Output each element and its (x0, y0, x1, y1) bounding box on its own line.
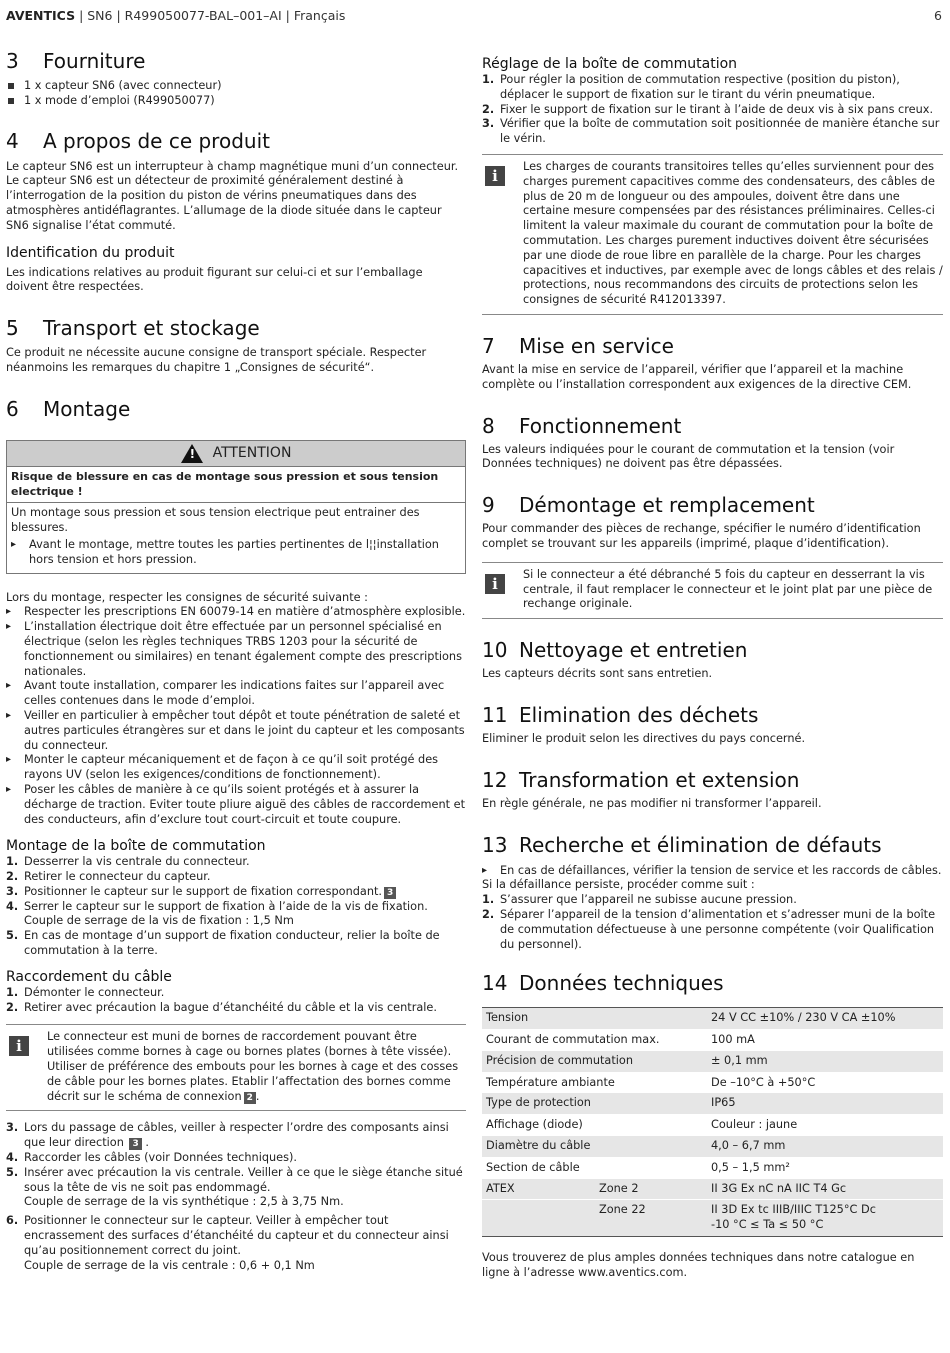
warning-header (7, 441, 465, 467)
product-id-heading: Identification du produit (6, 244, 175, 261)
warning-box (6, 440, 466, 574)
table-row: Section de câble 0,5 – 1,5 mm² (486, 1160, 790, 1174)
section-7-text: Avant la mise en service de l’appareil, vérifier que l’appareil et la machine complète ou l’installation correspondent aux exigences de la directive CEM. (482, 362, 912, 391)
section-11-heading: 11 Elimination des déchets (482, 702, 759, 727)
warning-label: ATTENTION (212, 444, 292, 461)
list-item: 3. Lors du passage de câbles, veiller à respecter l’ordre des composants ainsi que leur direction 3 . (6, 1121, 449, 1150)
table-row: Diamètre du câble 4,0 – 6,7 mm (482, 1136, 943, 1157)
cable-steps-b (6, 1121, 466, 1273)
list-item: 2. Séparer l’appareil de la tension d’alimentation et s’adresser muni de la boîte de commutation défectueuse à une personne compétente (voir Qualification du personnel). (482, 907, 936, 951)
table-row: Type de protection IP65 (482, 1093, 943, 1114)
list-item: 1. Desserrer la vis centrale du connecteur. (6, 855, 250, 869)
montage-intro: Lors du montage, respecter les consignes de sécurité suivante : (6, 590, 368, 604)
section-10-text: Les capteurs décrits sont sans entretien. (482, 667, 713, 681)
cable-connection-heading: Raccordement du câble (6, 968, 172, 985)
warning-icon (181, 444, 203, 463)
section-12-heading: 12 Transformation et extension (482, 767, 800, 792)
warning-risk: Risque de blessure en cas de montage sous pression et sous tension electrique ! (7, 467, 465, 504)
brand-name: AVENTICS (6, 7, 76, 23)
cable-info-text: Le connecteur est muni de bornes de raccordement pouvant être utilisées comme bornes à cage ou bornes plates (bornes à tête vissée). Utiliser de préférence des embouts pour les bornes à cage et des cosses de câble pour les bornes plates. Etablir l’affectation des bornes comme décrit sur le schéma de connexion (47, 1030, 459, 1103)
product-id-text: Les indications relatives au produit figurant sur celui-ci et sur l’emballage doivent être respectées. (6, 265, 423, 294)
page-number: 6 (934, 7, 942, 23)
section-13-heading: 13 Recherche et élimination de défauts (482, 832, 882, 857)
list-item: 2. Fixer le support de fixation sur le tirant à l’aide de deux vis à six pans creux. (482, 102, 934, 116)
list-item: ▸ Veiller en particulier à empêcher tout dépôt et toute pénétration de saleté et autres particules étrangères sur et dans le joint du capteur et les composants du connecteur. (6, 709, 466, 753)
list-item: 5. Insérer avec précaution la vis centrale. Veiller à ce que le siège étanche situé sous la tête de vis ne soit pas endommagé. Couple de serrage de la vis synthétique : 2,5 à 3,75 Nm. (6, 1165, 463, 1209)
safety-rules-list (6, 605, 466, 827)
table-row: Tension 24 V CC ±10% / 230 V CA ±10% (482, 1008, 943, 1030)
info-icon: i (485, 166, 505, 186)
cable-steps-a (6, 986, 466, 1016)
adjust-steps (482, 73, 943, 147)
info-icon: i (9, 1036, 29, 1056)
list-item: ▸ L’installation électrique doit être effectuée par un personnel spécialisé en électrique (selon les règles techniques TRBS 1203 pour la sécurité de fonctionnement ou similaires) en tenant également compte des prescriptions nationales. (6, 620, 466, 679)
table-row: Zone 22 II 3D Ex tc IIIB/IIIC T125°C Dc -10 °C ≤ Ta ≤ 50 °C (482, 1200, 943, 1237)
list-item: 5. En cas de montage d’un support de fixation conducteur, relier la boîte de commutation à la terre. (6, 929, 440, 958)
load-info-box (482, 154, 943, 315)
warning-action: ▸ Avant le montage, mettre toutes les parties pertinentes de l¦¦installation hors tension et hors pression. (11, 538, 461, 568)
cable-info-box: i Le connecteur est muni de bornes de raccordement pouvant être utilisées comme bornes à cage ou bornes plates (bornes à tête vissée). Utiliser de préférence des embouts pour les bornes à cage et des cosses de câble pour les bornes plates. Etablir l’affectation des bornes comme décrit sur le schéma de connexion 2 . (6, 1024, 466, 1111)
list-item: 1 x capteur SN6 (avec connecteur) (6, 79, 466, 94)
section-4-text: Le capteur SN6 est un interrupteur à champ magnétique muni d’un connecteur. Le capteur SN6 est un détecteur de proximité généralement destiné à l’interrogation de la position du piston de vérins pneumatiques dans des atmosphères antidéflagrantes. L’allumage de la diode située dans le capteur SN6 signalise l’état commuté. (6, 159, 459, 232)
tech-data-table (482, 1007, 943, 1237)
list-item: 4. Serrer le capteur sur le support de fixation à l’aide de la vis de fixation. Couple de serrage de la vis de fixation : 1,5 Nm (6, 899, 428, 928)
section-5-text: Ce produit ne nécessite aucune consigne de transport spéciale. Respecter néanmoins les remarques du chapitre 1 „Consignes de sécurité“. (6, 346, 427, 374)
list-item: 1. S’assurer que l’appareil ne subisse aucune pression. (482, 893, 797, 907)
left-column (6, 48, 466, 1273)
doc-reference: | SN6 | R499050077-BAL–001–AI | Français (75, 7, 346, 23)
section-8-text: Les valeurs indiquées pour le courant de commutation et la tension (voir Données techniques) ne doivent pas être dépassées. (482, 442, 895, 471)
switch-box-mount-heading: Montage de la boîte de commutation (6, 838, 266, 855)
figure-ref-badge: 3 (384, 887, 396, 899)
table-row: ATEX Zone 2 II 3G Ex nC nA IIC T4 Gc (482, 1179, 943, 1200)
connector-info-text: Si le connecteur a été débranché 5 fois du capteur en desserrant la vis centrale, il faut remplacer le connecteur et le joint plat par une pièce de rechange originale. (523, 567, 933, 611)
figure-ref-badge: 3 (129, 1138, 141, 1150)
delivery-list (6, 79, 466, 109)
list-item: 1. Pour régler la position de commutation respective (position du piston), déplacer le support de fixation sur le tirant du vérin pneumatique. (482, 73, 900, 101)
list-item: 1 x mode d’emploi (R499050077) (6, 94, 466, 109)
table-row: Courant de commutation max. 100 mA (486, 1033, 755, 1047)
page-header (6, 6, 942, 26)
troubleshoot-bullet: ▸ En cas de défaillances, vérifier la tension de service et les raccords de câbles. (482, 864, 943, 879)
info-icon: i (485, 574, 505, 594)
table-row: Affichage (diode) Couleur : jaune (486, 1118, 798, 1132)
warning-text: Un montage sous pression et sous tension electrique peut entrainer des blessures. (11, 506, 420, 535)
section-3-heading: 3 Fourniture (6, 49, 146, 73)
list-item: ▸ Monter le capteur mécaniquement et de façon à ce qu’il soit protégé des rayons UV (selon les exigences/conditions de fonctionnement). (6, 753, 466, 783)
section-9-heading: 9 Démontage et remplacement (482, 493, 815, 518)
load-info-text: Les charges de courants transitoires telles qu’elles surviennent pour des charges purement capacitives comme des condensateurs, des câbles de plus de 20 m de longueur ou des ampoules, doivent être dans une certaine mesure compensées par des résistances préliminaires. Celles-ci limitent la valeur maximale du courant de commutation pour la boîte de commutation. Les charges purement inductives doivent être sécurisées par une diode de roue libre en parallèle de la charge. Pour les charges capacitives et inductives, par exemple avec de longs câbles et des relais / protections, nous recommandons des circuits de protections selon les consignes de sécurité R412013397. (523, 159, 943, 307)
section-9-text: Pour commander des pièces de rechange, spécifier le numéro d’identification complet se trouvant sur les appareils (imprimé, plaque d’identification). (482, 522, 921, 550)
troubleshoot-steps (482, 893, 943, 952)
section-11-text: Eliminer le produit selon les directives du pays concerné. (482, 731, 806, 745)
switch-box-steps (6, 855, 466, 959)
list-item: 6. Positionner le connecteur sur le capteur. Veiller à empêcher tout encrassement des surfaces d’étanchéité du capteur et du connecteur ainsi qu’au positionnement correct du joint. Couple de serrage de la vis centrale : 0,6 + 0,1 Nm (6, 1214, 449, 1272)
table-row: Précision de commutation ± 0,1 mm (482, 1051, 943, 1072)
switch-box-adjust-heading: Réglage de la boîte de commutation (482, 56, 738, 72)
list-item: ▸ Poser les câbles de manière à ce qu’ils soient protégés et à assurer la décharge de traction. Eviter toute pliure aiguë des câbles de raccordement et des conducteurs, afin d’exclure tout court-circuit et toute coupure. (6, 783, 466, 827)
section-6-heading: 6 Montage (6, 396, 131, 421)
connector-info-box (482, 562, 943, 619)
section-14-heading: 14 Données techniques (482, 971, 724, 996)
section-12-text: En règle générale, ne pas modifier ni transformer l’appareil. (482, 796, 822, 810)
section-5-heading: 5 Transport et stockage (6, 316, 260, 341)
section-10-heading: 10 Nettoyage et entretien (482, 638, 748, 663)
list-item: 2. Retirer le connecteur du capteur. (6, 870, 211, 884)
list-item: ▸ Respecter les prescriptions EN 60079-14 en matière d’atmosphère explosible. (6, 605, 466, 620)
section-4-heading: 4 A propos de ce produit (6, 128, 270, 153)
section-7-heading: 7 Mise en service (482, 333, 674, 358)
list-item: 2. Retirer avec précaution la bague d’étanchéité du câble et la vis centrale. (6, 1000, 437, 1014)
list-item: 4. Raccorder les câbles (voir Données techniques). (6, 1151, 297, 1165)
list-item: 3. Vérifier que la boîte de commutation soit positionnée de manière étanche sur le vérin. (482, 117, 940, 146)
troubleshoot-intro: Si la défaillance persiste, procéder comme suit : (482, 878, 755, 892)
list-item: ▸ Avant toute installation, comparer les indications faites sur l’appareil avec celles contenues dans le mode d’emploi. (6, 679, 466, 709)
tech-data-footer: Vous trouverez de plus amples données techniques dans notre catalogue en ligne à l’adresse www.aventics.com. (482, 1251, 915, 1279)
table-row: Température ambiante De –10°C à +50°C (486, 1075, 816, 1089)
figure-ref-badge: 2 (244, 1092, 256, 1104)
right-column (482, 48, 943, 1281)
section-8-heading: 8 Fonctionnement (482, 413, 682, 438)
list-item: 3. Positionner le capteur sur le support de fixation correspondant. 3 (6, 885, 466, 900)
list-item: 1. Démonter le connecteur. (6, 985, 165, 999)
